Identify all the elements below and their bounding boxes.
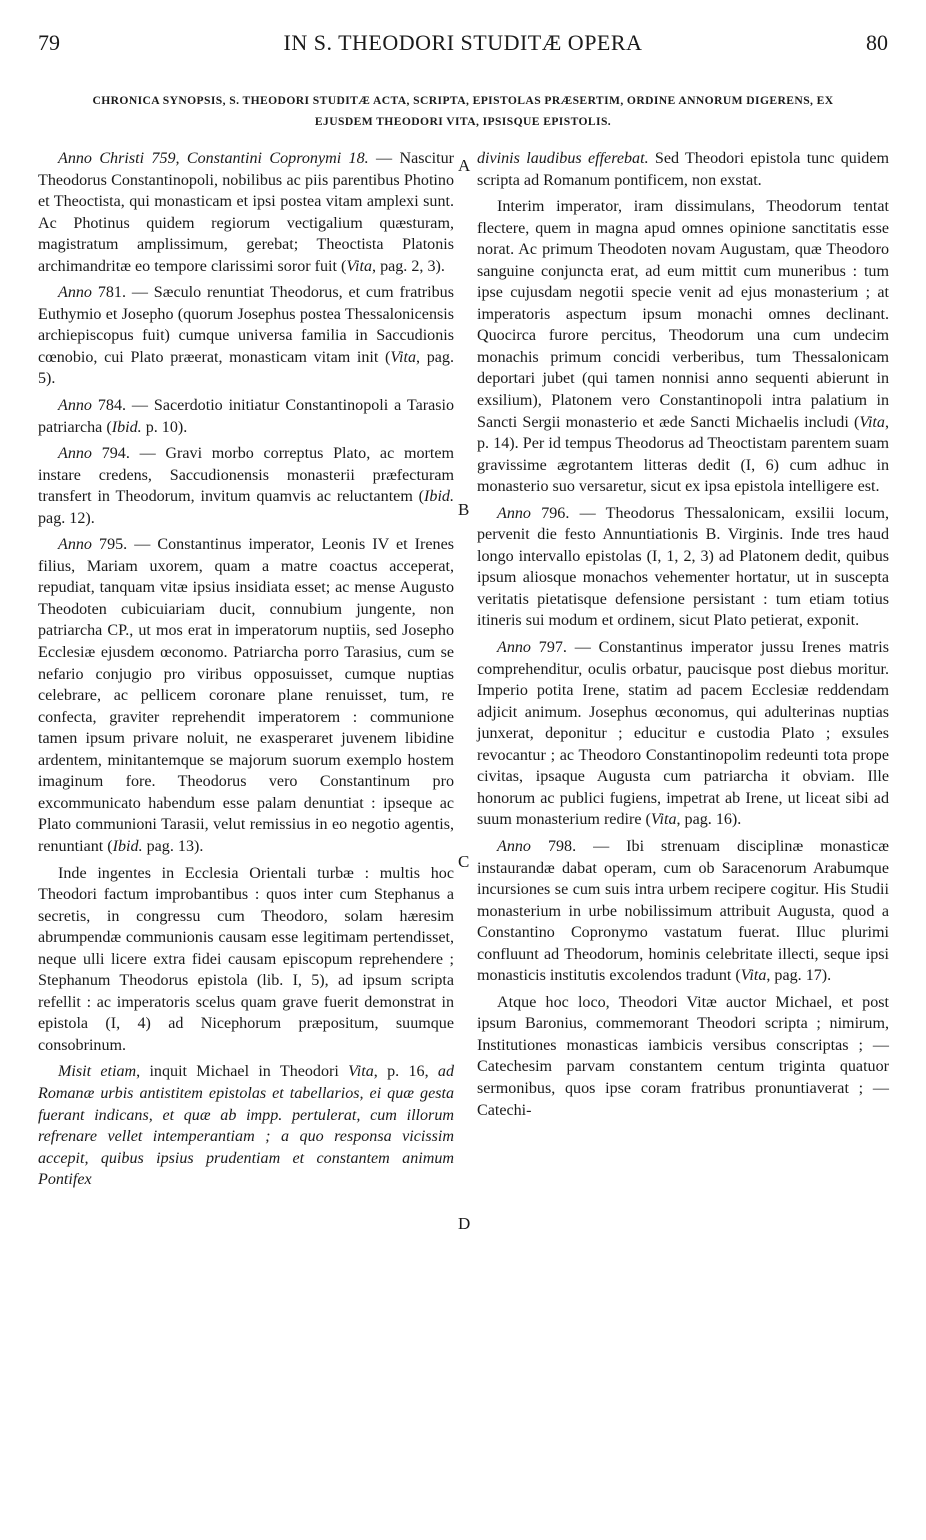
running-title: IN S. THEODORI STUDITÆ OPERA — [283, 30, 643, 55]
paragraph-scripta: Atque hoc loco, Theodori Vitæ auctor Michael, et post ipsum Baronius, commemorant Theodori scripta ; nimirum, Institutiones monasticas iambicis versibus conscriptas ; — Catechesim parvam constantem centum triginta quatuor sermonibus, quos ipse coram fratribus pronuntiaverat ; — Catechi- — [477, 993, 889, 1119]
margin-letter-b: B — [458, 500, 470, 519]
synopsis-line-1: CHRONICA SYNOPSIS, S. THEODORI STUDITÆ ACTA, SCRIPTA, EPISTOLAS PRÆSERTIM, ORDINE ANNORUM DIGERENS, EX — [92, 94, 834, 107]
paragraph-michael-quote: Misit etiam, inquit Michael in Theodori Vita, p. 16, ad Romanæ urbis antistitem epistolas et tabellarios, ei quæ gesta fuerant indicans, et quæ ab impp. pertulerat, cum illorum refrenare vellet intemperantiam ; a quo responsa vicissim accepit, quibus ipsius prudentiam et constantem animum Pontifex — [38, 1063, 454, 1189]
entry-798: Anno 798. — Ibi strenuam disciplinæ monasticæ instaurandæ dabat operam, cum ob Saracenorum Arabumque incursiones se cum suis intra urbem recipere cogitur. His Studii monasterium in urbe nobilissimum attribuit Augusta, quod a Constantino Copronymo vastatum fuerat. Illuc plurimi confluunt ad Theodorum, hominis celebritate illecti, seque ipsi monasticis institutis excolendos tradunt (Vita, pag. 17). — [477, 837, 889, 985]
left-column — [38, 148, 454, 1196]
entry-795: Anno 795. — Constantinus imperator, Leonis IV et Irenes filius, Mariam uxorem, quam a matre coactus acceperat, repudiat, tanquam vitæ ipsius insidiata esset; ac mense Augusto Theodoten cubicuiariam ducit, connubium jungente, non patriarcha CP., ut mos erat in imperatorum nuptiis, sed Josepho Ecclesiæ ejusdem œconomo. Patriarcha porro Tarasius, cum se nefario conjugio pro viribus opposuisset, cumque nuptias celebrare, ac pellicem coronare plane renuisset, tum, re confecta, graviter reprehendit imperatorem : communione tamen ipsum privare noluit, ne exasperaret juvenem libidine ardentem, minitantemque se majorum suorum exemplo hostem imaginum fore. Theodorus vero Constantinum pro excommunicato habendum esse palam denuntiat : ipseque ac Plato communioni Tarasii, velut remissius in eo negotio agentis, renuntiant (Ibid. pag. 13). — [38, 536, 454, 855]
entry-796: Anno 796. — Theodorus Thessalonicam, exsilii locum, pervenit die festo Annuntiationis B. Virginis. Inde tres haud longo intervallo epistolas (I, 1, 2, 3) ad Platonem dedit, quibus ipsum aliosque monachos vehementer hortatur, ut in suscepta veritatis pietatisque defensione persistant : tum etiam totius itineris sui modum et ordinem, sicut Plato petierat, exponit. — [477, 504, 889, 630]
entry-759: Anno Christi 759, Constantini Copronymi 18. — Nascitur Theodorus Constantinopoli, nobilibus ac piis parentibus Photino et Theoctista, qui monasticam et ipsi postea vitam amplexi sunt. Ac Photinus quidem regiorum vectigalium quæsturam, magistratum amplissimum, gerebat; Theoctista Platonis archimandritæ eo tempore clarissimi soror fuit (Vita, pag. 2, 3). — [38, 150, 454, 275]
right-column — [477, 148, 889, 1126]
entry-781: Anno 781. — Sæculo renuntiat Theodorus, et cum fratribus Euthymio et Josepho (quorum Josephus postea Thessalonicensis archiepiscopus fuit) cumque universa familia in Saccudionis cœnobio, cui Plato præerat, monasticam vitam init (Vita, pag. 5). — [38, 284, 455, 388]
entry-784: Anno 784. — Sacerdotio initiatur Constantinopoli a Tarasio patriarcha (Ibid. p. 10). — [38, 397, 454, 436]
page-number-right: 80 — [866, 30, 888, 55]
entry-794: Anno 794. — Gravi morbo correptus Plato, ac mortem instare credens, Saccudionensis monasterii præfecturam transfert in Theodorum, invitum quamvis ac reluctantem (Ibid. pag. 12). — [38, 445, 454, 527]
synopsis-line-2: EJUSDEM THEODORI VITA, IPSISQUE EPISTOLIS. — [314, 115, 612, 128]
paragraph-interim: Interim imperator, iram dissimulans, Theodorum tentat flectere, quem in magna apud omnes opinione sanctitatis esse norat. Ac primum Theodoten novam Augustam, quæ Theodoro sanguine conjuncta erat, ad eum mittit cum muneribus : tum ipse cujusdam negotii specie venit ad ejus monasterium ; at imperatoris aspectum ipsum monachi omnes declinant. Quocirca furore percitus, Theodorum una cum undecim monachis primum concidi verberibus, tum Thessalonicam deportari jubet (qui tamen nonnisi anno sequenti abierunt in exsilium), Platonem vero Constantinopoli intra palatium in Sancti Sergii monasterio et æde Sancti Michaelis includi (Vita, p. 14). Per id tempus Theodorus ad Theoctistam parentem suam gravissime ægrotantem litteras dedit (I, 6) cum adhuc in monasterio suo versaretur, sicut ex ipsa epistola intelligere est. — [477, 198, 889, 496]
paragraph-turbae: Inde ingentes in Ecclesia Orientali turbæ : multis hoc Theodori factum improbantibus : quos inter cum Stephanus a secretis, in congressu cum Theodoro, solam hæresim abrumpendæ communionis causam esse legitimam pertendisset, neque ulli licere extra fidei causam episcopum reprehendere ; Stephanum Theodorus epistola (lib. I, 5), ad ipsum scripta refellit : ac imperatoris scelus quam grave fuerit demonstrat in epistola (I, 4) ad Nicephorum præpositum, suumque consobrinum. — [38, 864, 454, 1054]
margin-letter-a: A — [458, 156, 471, 175]
paragraph-continuation: divinis laudibus efferebat. Sed Theodori epistola tunc quidem scripta ad Romanum pontificem, non exstat. — [477, 150, 889, 189]
margin-letter-c: C — [458, 852, 470, 871]
page-header — [38, 30, 888, 60]
entry-797: Anno 797. — Constantinus imperator jussu Irenes matris comprehenditur, oculis orbatur, paucisque post diebus moritur. Imperio potita Irene, statim ad pacem Ecclesiæ reddendam adjicit animum. Josephus œconomus, qui adulterinas nuptias junxerat, deponitur ; educitur e custodia Plato ; exsules revocantur ; ac Theodoro Constantinopolim redeunti tota prope civitas, ipsaque Augusta cum patriarcha it obviam. Ille honorum ac publici fugiens, impetrat ab Irene, ut liceat sibi ad suum monasterium redire (Vita, pag. 16). — [477, 639, 889, 829]
page-number-left: 79 — [38, 30, 60, 55]
synopsis-heading — [38, 90, 888, 132]
margin-letter-d: D — [458, 1214, 471, 1233]
